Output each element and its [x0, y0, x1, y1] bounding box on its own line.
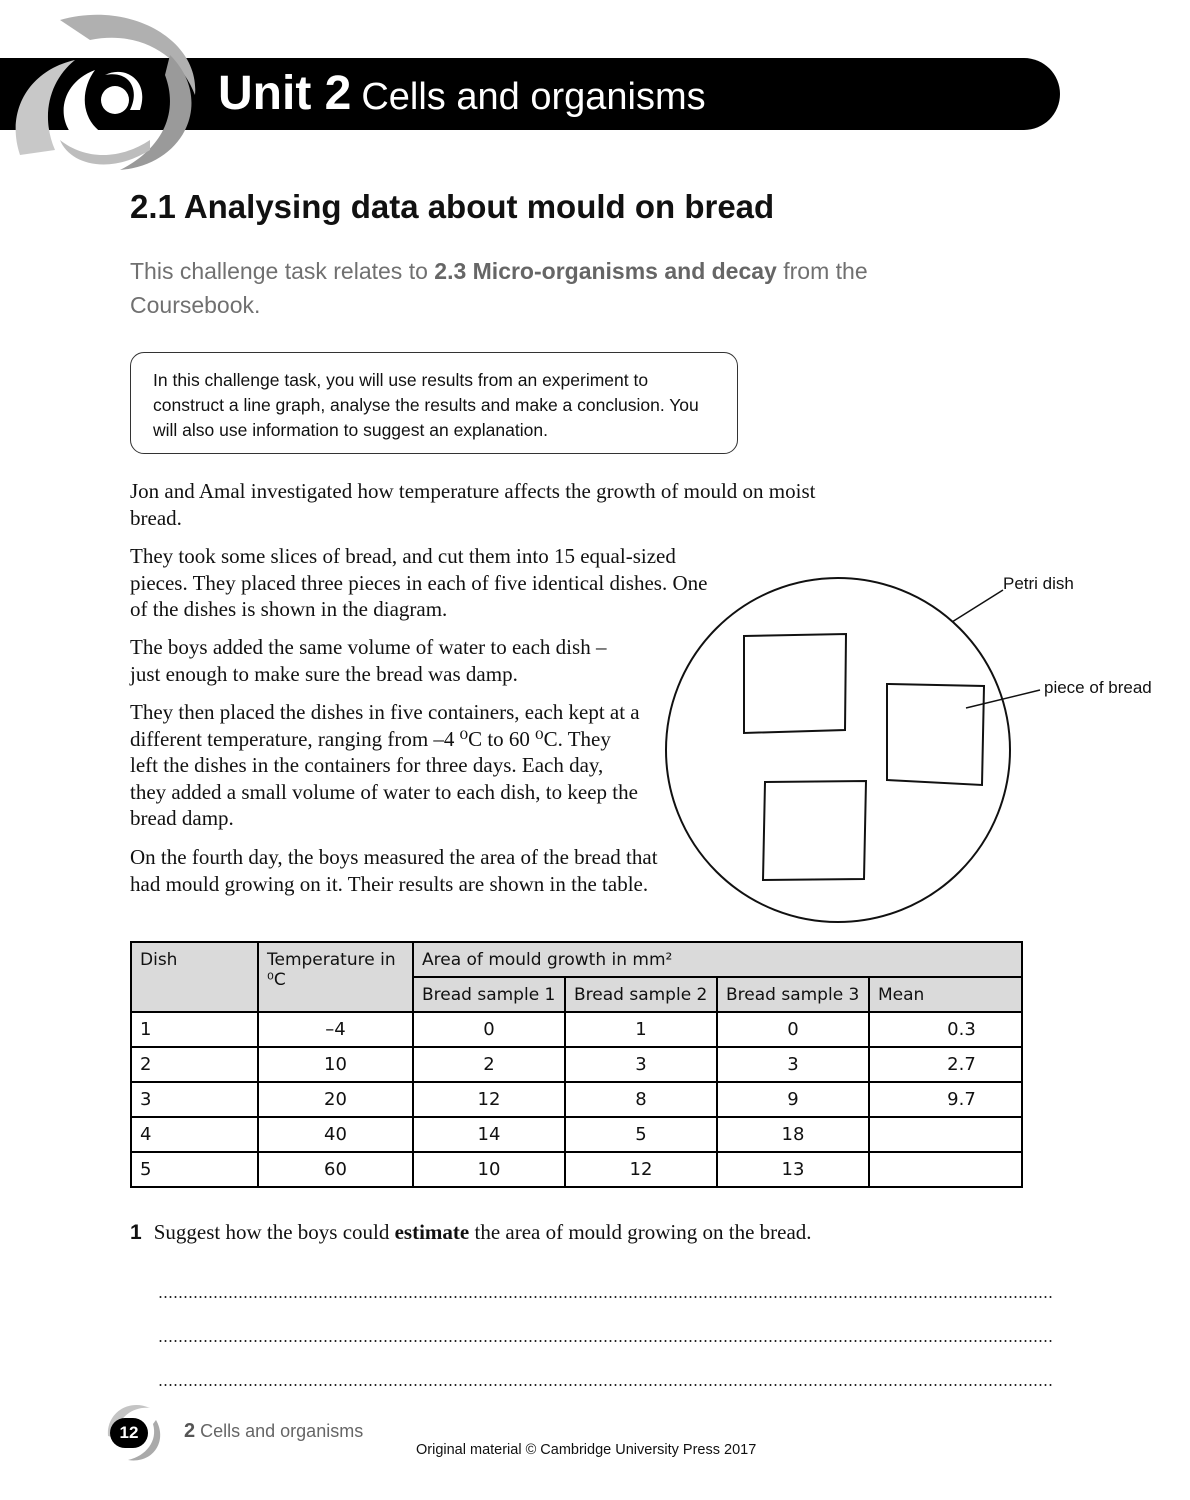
cell-dish: 4	[131, 1117, 258, 1152]
paragraph-temperatures: They then placed the dishes in five containers, each kept at a different temperature, ranging from –4 ⁰C to 60 ⁰C. They left the dishes in the containers for three days. Each day, they added a small volume of water to each dish, to keep the bread damp.	[130, 700, 640, 830]
header-temperature: Temperature in ⁰C	[258, 942, 413, 1012]
petri-dish-pointer	[952, 590, 1003, 622]
cell-mean[interactable]	[869, 1117, 1022, 1152]
paragraph-method-pieces: They took some slices of bread, and cut them into 15 equal-sized pieces. They placed three pieces in each of five identical dishes. One of the dishes is shown in the diagram.	[130, 544, 708, 621]
cell-temp: 10	[258, 1047, 413, 1082]
cell-s3: 3	[717, 1047, 869, 1082]
swirl-logo-icon	[0, 0, 220, 180]
unit-label: Unit 2	[218, 67, 352, 120]
label-petri-dish: Petri dish	[1003, 574, 1074, 593]
table-row	[131, 1047, 1022, 1082]
petri-dish-diagram	[650, 560, 1050, 930]
cell-dish: 2	[131, 1047, 258, 1082]
cell-dish: 3	[131, 1082, 258, 1117]
page-number: 12	[110, 1418, 148, 1448]
header-area: Area of mould growth in mm²	[413, 942, 1022, 977]
answer-line[interactable]	[158, 1384, 1053, 1386]
cell-mean: 9.7	[869, 1082, 1022, 1117]
bread-pointer	[966, 690, 1040, 708]
header-dish: Dish	[131, 942, 258, 1012]
unit-name: Cells and organisms	[361, 76, 706, 118]
cell-temp: 40	[258, 1117, 413, 1152]
cell-temp: 20	[258, 1082, 413, 1117]
cell-temp: 60	[258, 1152, 413, 1187]
intro-coursebook-ref: 2.3 Micro-organisms and decay	[434, 258, 777, 284]
question-number: 1	[130, 1221, 142, 1244]
unit-title	[218, 64, 706, 135]
footer-chapter-name: Cells and organisms	[195, 1421, 364, 1441]
cell-mean: 2.7	[869, 1047, 1022, 1082]
task-box: In this challenge task, you will use results from an experiment to construct a line graph, analyse the results and make a conclusion. You will also use information to suggest an explanation.	[130, 352, 738, 454]
cell-temp: –4	[258, 1012, 413, 1047]
cell-s1: 10	[413, 1152, 565, 1187]
bread-piece	[763, 781, 866, 880]
bread-piece	[887, 684, 984, 785]
footer-chapter	[184, 1420, 363, 1443]
cell-s1: 12	[413, 1082, 565, 1117]
intro-text	[130, 254, 910, 322]
table-row	[131, 1012, 1022, 1047]
cell-s2: 1	[565, 1012, 717, 1047]
cell-mean: 0.3	[869, 1012, 1022, 1047]
results-table	[130, 941, 1023, 1188]
section-title: 2.1 Analysing data about mould on bread	[130, 188, 775, 225]
cell-dish: 1	[131, 1012, 258, 1047]
header-sample-3: Bread sample 3	[717, 977, 869, 1012]
cell-s3: 13	[717, 1152, 869, 1187]
cell-mean[interactable]	[869, 1152, 1022, 1187]
table-row	[131, 1082, 1022, 1117]
header-mean: Mean	[869, 977, 1022, 1012]
cell-s3: 18	[717, 1117, 869, 1152]
cell-s1: 0	[413, 1012, 565, 1047]
question-suffix: the area of mould growing on the bread.	[469, 1220, 812, 1244]
answer-line[interactable]	[158, 1296, 1053, 1298]
bread-piece	[744, 634, 846, 733]
paragraph-water: The boys added the same volume of water to each dish – just enough to make sure the bread was damp.	[130, 635, 607, 686]
label-piece-of-bread: piece of bread	[1044, 678, 1152, 697]
cell-s2: 5	[565, 1117, 717, 1152]
header-sample-1: Bread sample 1	[413, 977, 565, 1012]
question-1	[130, 1220, 812, 1245]
question-prefix: Suggest how the boys could	[153, 1220, 395, 1244]
answer-line[interactable]	[158, 1340, 1053, 1342]
cell-s3: 0	[717, 1012, 869, 1047]
cell-s2: 3	[565, 1047, 717, 1082]
paragraph-results: On the fourth day, the boys measured the area of the bread that had mould growing on it. Their results are shown in the table.	[130, 845, 658, 896]
table-row	[131, 1117, 1022, 1152]
copyright-notice: Original material © Cambridge University Press 2017	[416, 1442, 757, 1458]
cell-s1: 2	[413, 1047, 565, 1082]
footer-chapter-number: 2	[184, 1420, 196, 1442]
cell-s1: 14	[413, 1117, 565, 1152]
cell-s2: 8	[565, 1082, 717, 1117]
cell-dish: 5	[131, 1152, 258, 1187]
question-bold-term: estimate	[394, 1220, 470, 1244]
paragraph-investigation: Jon and Amal investigated how temperature affects the growth of mould on moist bread.	[130, 479, 816, 530]
intro-prefix: This challenge task relates to	[130, 258, 435, 284]
intro-suffix: from the Coursebook.	[130, 258, 868, 318]
petri-dish	[666, 578, 1010, 922]
header-sample-2: Bread sample 2	[565, 977, 717, 1012]
cell-s3: 9	[717, 1082, 869, 1117]
cell-s2: 12	[565, 1152, 717, 1187]
table-row	[131, 1152, 1022, 1187]
